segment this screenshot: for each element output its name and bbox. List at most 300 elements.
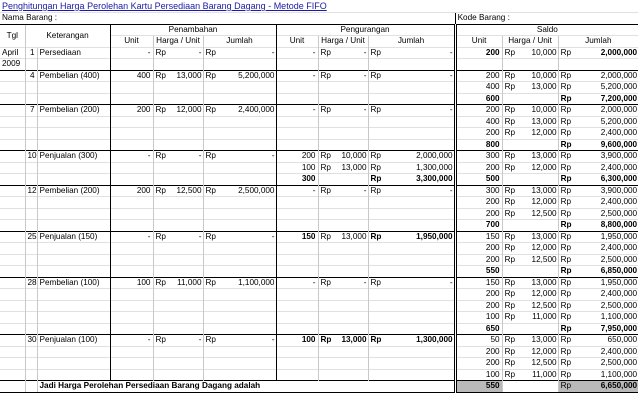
saldo-unit: 700 bbox=[455, 220, 502, 232]
tgl-cell bbox=[0, 162, 25, 174]
saldo-unit: 600 bbox=[455, 93, 502, 105]
saldo-harga-rp: Rp bbox=[502, 208, 516, 220]
pengurangan-jumlah-rp bbox=[368, 243, 382, 255]
penambahan-jumlah bbox=[217, 346, 276, 358]
total-rp: Rp bbox=[558, 381, 572, 393]
saldo-jumlah: 8,800,000 bbox=[572, 220, 638, 232]
penambahan-unit: 200 bbox=[110, 185, 153, 197]
penambahan-harga-rp: Rp bbox=[153, 105, 167, 117]
penambahan-harga bbox=[167, 323, 203, 335]
tgl-cell bbox=[0, 254, 25, 266]
table-row bbox=[0, 277, 638, 289]
pengurangan-unit bbox=[276, 254, 318, 266]
saldo-harga bbox=[516, 59, 558, 71]
saldo-harga: 13,000 bbox=[516, 151, 558, 163]
saldo-unit: 150 bbox=[455, 277, 502, 289]
pengurangan-jumlah bbox=[382, 243, 455, 255]
saldo-unit: 200 bbox=[455, 162, 502, 174]
pengurangan-jumlah-rp: Rp bbox=[368, 335, 382, 347]
saldo-harga bbox=[516, 266, 558, 278]
penambahan-jumlah bbox=[217, 82, 276, 94]
day-cell bbox=[25, 59, 37, 71]
pengurangan-harga: - bbox=[332, 277, 368, 289]
penambahan-harga bbox=[167, 289, 203, 301]
pengurangan-jumlah-rp bbox=[368, 346, 382, 358]
pengurangan-harga: 13,000 bbox=[332, 231, 368, 243]
table-row bbox=[0, 116, 638, 128]
pengurangan-unit: 150 bbox=[276, 231, 318, 243]
saldo-harga bbox=[516, 139, 558, 151]
keterangan-cell: Penjualan (300) bbox=[37, 151, 110, 163]
saldo-harga-rp: Rp bbox=[502, 346, 516, 358]
total-jumlah: 6,650,000 bbox=[572, 381, 638, 393]
pengurangan-harga bbox=[332, 346, 368, 358]
header-saldo: Saldo bbox=[455, 24, 638, 36]
pengurangan-unit: 200 bbox=[276, 151, 318, 163]
pengurangan-jumlah-rp: Rp bbox=[368, 162, 382, 174]
penambahan-harga-rp bbox=[153, 208, 167, 220]
keterangan-cell bbox=[37, 369, 110, 381]
pengurangan-jumlah bbox=[382, 312, 455, 324]
pengurangan-harga-rp bbox=[318, 300, 332, 312]
table-row bbox=[0, 369, 638, 381]
pengurangan-jumlah bbox=[382, 139, 455, 151]
penambahan-unit bbox=[110, 82, 153, 94]
penambahan-harga bbox=[167, 197, 203, 209]
pengurangan-jumlah: - bbox=[382, 277, 455, 289]
saldo-harga-rp: Rp bbox=[502, 162, 516, 174]
saldo-jumlah: 1,100,000 bbox=[572, 369, 638, 381]
saldo-unit: 200 bbox=[455, 346, 502, 358]
tgl-cell bbox=[0, 197, 25, 209]
saldo-unit: 200 bbox=[455, 254, 502, 266]
pengurangan-jumlah-rp: Rp bbox=[368, 47, 382, 59]
saldo-harga-rp bbox=[502, 174, 516, 186]
pengurangan-harga: 13,000 bbox=[332, 335, 368, 347]
saldo-jumlah-rp: Rp bbox=[558, 335, 572, 347]
pengurangan-harga bbox=[332, 59, 368, 71]
table-row bbox=[0, 300, 638, 312]
table-row bbox=[0, 162, 638, 174]
penambahan-harga bbox=[167, 174, 203, 186]
pengurangan-jumlah bbox=[382, 266, 455, 278]
saldo-unit: 100 bbox=[455, 369, 502, 381]
meta-row bbox=[0, 13, 638, 25]
saldo-jumlah-rp: Rp bbox=[558, 289, 572, 301]
penambahan-harga bbox=[167, 139, 203, 151]
pengurangan-harga-rp bbox=[318, 312, 332, 324]
saldo-jumlah-rp: Rp bbox=[558, 266, 572, 278]
saldo-jumlah-rp: Rp bbox=[558, 47, 572, 59]
saldo-unit: 200 bbox=[455, 208, 502, 220]
tgl-cell bbox=[0, 220, 25, 232]
pengurangan-unit bbox=[276, 266, 318, 278]
saldo-harga: 12,000 bbox=[516, 197, 558, 209]
day-cell bbox=[25, 323, 37, 335]
keterangan-cell: Pembelian (100) bbox=[37, 277, 110, 289]
keterangan-cell bbox=[37, 82, 110, 94]
penambahan-jumlah-rp: Rp bbox=[203, 47, 217, 59]
penambahan-jumlah-rp bbox=[203, 369, 217, 381]
penambahan-jumlah bbox=[217, 208, 276, 220]
penambahan-harga bbox=[167, 312, 203, 324]
pengurangan-jumlah bbox=[382, 358, 455, 370]
penambahan-harga: - bbox=[167, 151, 203, 163]
pengurangan-unit bbox=[276, 312, 318, 324]
saldo-harga bbox=[516, 323, 558, 335]
table-row bbox=[0, 93, 638, 105]
day-cell bbox=[25, 116, 37, 128]
saldo-harga-rp: Rp bbox=[502, 243, 516, 255]
saldo-harga-rp bbox=[502, 266, 516, 278]
saldo-jumlah: 2,000,000 bbox=[572, 70, 638, 82]
spreadsheet bbox=[0, 12, 640, 393]
pengurangan-jumlah-rp bbox=[368, 323, 382, 335]
tgl-cell bbox=[0, 300, 25, 312]
pengurangan-jumlah bbox=[382, 93, 455, 105]
saldo-jumlah: 6,300,000 bbox=[572, 174, 638, 186]
pengurangan-harga-rp: Rp bbox=[318, 70, 332, 82]
table-row bbox=[0, 323, 638, 335]
saldo-jumlah: 2,000,000 bbox=[572, 105, 638, 117]
penambahan-jumlah-rp bbox=[203, 116, 217, 128]
keterangan-cell bbox=[37, 139, 110, 151]
pengurangan-jumlah bbox=[382, 289, 455, 301]
pengurangan-harga bbox=[332, 139, 368, 151]
header-jumlah: Jumlah bbox=[368, 36, 455, 48]
header-unit: Unit bbox=[276, 36, 318, 48]
day-cell bbox=[25, 289, 37, 301]
saldo-jumlah-rp: Rp bbox=[558, 116, 572, 128]
pengurangan-harga-rp bbox=[318, 93, 332, 105]
penambahan-unit bbox=[110, 300, 153, 312]
penambahan-harga-rp bbox=[153, 220, 167, 232]
table-row bbox=[0, 289, 638, 301]
saldo-jumlah: 5,200,000 bbox=[572, 116, 638, 128]
pengurangan-jumlah: - bbox=[382, 105, 455, 117]
pengurangan-unit bbox=[276, 243, 318, 255]
pengurangan-jumlah bbox=[382, 220, 455, 232]
saldo-harga: 13,000 bbox=[516, 116, 558, 128]
pengurangan-harga: - bbox=[332, 70, 368, 82]
saldo-jumlah: 5,200,000 bbox=[572, 82, 638, 94]
tgl-cell bbox=[0, 116, 25, 128]
saldo-harga-rp: Rp bbox=[502, 289, 516, 301]
saldo-jumlah: 1,950,000 bbox=[572, 231, 638, 243]
keterangan-cell: Penjualan (100) bbox=[37, 335, 110, 347]
penambahan-harga-rp bbox=[153, 197, 167, 209]
penambahan-harga-rp: Rp bbox=[153, 70, 167, 82]
pengurangan-jumlah bbox=[382, 208, 455, 220]
header-tgl: Tgl bbox=[0, 24, 25, 47]
pengurangan-unit bbox=[276, 358, 318, 370]
penambahan-unit: 200 bbox=[110, 105, 153, 117]
penambahan-unit bbox=[110, 289, 153, 301]
pengurangan-jumlah: 1,300,000 bbox=[382, 335, 455, 347]
saldo-harga-rp: Rp bbox=[502, 185, 516, 197]
saldo-unit: 400 bbox=[455, 82, 502, 94]
keterangan-cell bbox=[37, 358, 110, 370]
header-harga-unit: Harga / Unit bbox=[318, 36, 368, 48]
saldo-jumlah: 2,400,000 bbox=[572, 346, 638, 358]
pengurangan-harga-rp bbox=[318, 220, 332, 232]
pengurangan-harga bbox=[332, 266, 368, 278]
keterangan-cell bbox=[37, 312, 110, 324]
penambahan-harga-rp bbox=[153, 254, 167, 266]
day-cell bbox=[25, 82, 37, 94]
penambahan-harga bbox=[167, 358, 203, 370]
pengurangan-jumlah-rp bbox=[368, 59, 382, 71]
pengurangan-jumlah bbox=[382, 369, 455, 381]
saldo-jumlah: 3,900,000 bbox=[572, 185, 638, 197]
saldo-jumlah: 1,100,000 bbox=[572, 312, 638, 324]
table-row bbox=[0, 197, 638, 209]
tgl-cell bbox=[0, 323, 25, 335]
keterangan-cell bbox=[37, 59, 110, 71]
saldo-jumlah: 3,900,000 bbox=[572, 151, 638, 163]
saldo-jumlah: 2,500,000 bbox=[572, 300, 638, 312]
tgl-cell: 2009 bbox=[0, 59, 25, 71]
table-row bbox=[0, 243, 638, 255]
pengurangan-jumlah bbox=[382, 59, 455, 71]
pengurangan-jumlah-rp: Rp bbox=[368, 174, 382, 186]
penambahan-unit bbox=[110, 139, 153, 151]
pengurangan-unit bbox=[276, 346, 318, 358]
saldo-harga-rp: Rp bbox=[502, 151, 516, 163]
penambahan-unit bbox=[110, 197, 153, 209]
penambahan-harga: 12,000 bbox=[167, 105, 203, 117]
tgl-cell bbox=[0, 335, 25, 347]
pengurangan-jumlah bbox=[382, 346, 455, 358]
penambahan-unit bbox=[110, 266, 153, 278]
header-unit: Unit bbox=[110, 36, 153, 48]
pengurangan-harga-rp: Rp bbox=[318, 185, 332, 197]
penambahan-harga-rp bbox=[153, 162, 167, 174]
penambahan-harga: 11,000 bbox=[167, 277, 203, 289]
saldo-harga-rp bbox=[502, 59, 516, 71]
saldo-harga-rp: Rp bbox=[502, 47, 516, 59]
pengurangan-jumlah bbox=[382, 300, 455, 312]
saldo-harga-rp bbox=[502, 93, 516, 105]
tgl-cell bbox=[0, 289, 25, 301]
pengurangan-harga bbox=[332, 197, 368, 209]
penambahan-harga-rp bbox=[153, 93, 167, 105]
penambahan-harga bbox=[167, 93, 203, 105]
day-cell: 28 bbox=[25, 277, 37, 289]
saldo-jumlah-rp: Rp bbox=[558, 151, 572, 163]
header-harga-unit: Harga / Unit bbox=[502, 36, 558, 48]
day-cell bbox=[25, 220, 37, 232]
penambahan-jumlah bbox=[217, 312, 276, 324]
penambahan-jumlah-rp: Rp bbox=[203, 335, 217, 347]
pengurangan-jumlah-rp bbox=[368, 289, 382, 301]
penambahan-jumlah-rp: Rp bbox=[203, 277, 217, 289]
pengurangan-harga bbox=[332, 174, 368, 186]
saldo-jumlah: 1,950,000 bbox=[572, 277, 638, 289]
penambahan-jumlah: 1,100,000 bbox=[217, 277, 276, 289]
penambahan-unit: - bbox=[110, 335, 153, 347]
pengurangan-jumlah: - bbox=[382, 70, 455, 82]
keterangan-cell bbox=[37, 266, 110, 278]
saldo-unit: 550 bbox=[455, 266, 502, 278]
pengurangan-jumlah: 1,950,000 bbox=[382, 231, 455, 243]
saldo-jumlah: 2,500,000 bbox=[572, 208, 638, 220]
saldo-jumlah: 2,400,000 bbox=[572, 289, 638, 301]
penambahan-harga-rp bbox=[153, 358, 167, 370]
day-cell: 7 bbox=[25, 105, 37, 117]
saldo-jumlah: 2,500,000 bbox=[572, 254, 638, 266]
pengurangan-harga-rp: Rp bbox=[318, 335, 332, 347]
pengurangan-harga bbox=[332, 289, 368, 301]
keterangan-cell bbox=[37, 116, 110, 128]
pengurangan-harga-rp bbox=[318, 128, 332, 140]
penambahan-jumlah-rp bbox=[203, 300, 217, 312]
tgl-cell bbox=[0, 369, 25, 381]
saldo-jumlah-rp: Rp bbox=[558, 358, 572, 370]
keterangan-cell bbox=[37, 128, 110, 140]
saldo-harga-rp: Rp bbox=[502, 197, 516, 209]
penambahan-harga bbox=[167, 346, 203, 358]
tgl-cell bbox=[0, 277, 25, 289]
tgl-cell bbox=[0, 93, 25, 105]
saldo-unit: 100 bbox=[455, 312, 502, 324]
saldo-jumlah-rp: Rp bbox=[558, 162, 572, 174]
penambahan-jumlah: - bbox=[217, 335, 276, 347]
penambahan-jumlah-rp bbox=[203, 93, 217, 105]
saldo-jumlah: 6,850,000 bbox=[572, 266, 638, 278]
penambahan-harga bbox=[167, 266, 203, 278]
penambahan-jumlah-rp bbox=[203, 243, 217, 255]
pengurangan-unit bbox=[276, 197, 318, 209]
saldo-unit bbox=[455, 59, 502, 71]
penambahan-unit: - bbox=[110, 151, 153, 163]
day-cell: 4 bbox=[25, 70, 37, 82]
pengurangan-harga-rp: Rp bbox=[318, 231, 332, 243]
saldo-harga-rp: Rp bbox=[502, 335, 516, 347]
pengurangan-harga-rp: Rp bbox=[318, 105, 332, 117]
penambahan-unit bbox=[110, 346, 153, 358]
penambahan-jumlah bbox=[217, 128, 276, 140]
penambahan-unit bbox=[110, 323, 153, 335]
saldo-jumlah: 7,950,000 bbox=[572, 323, 638, 335]
penambahan-harga-rp: Rp bbox=[153, 185, 167, 197]
saldo-harga-rp: Rp bbox=[502, 105, 516, 117]
saldo-jumlah-rp: Rp bbox=[558, 105, 572, 117]
penambahan-jumlah-rp bbox=[203, 346, 217, 358]
pengurangan-jumlah-rp bbox=[368, 82, 382, 94]
penambahan-harga-rp bbox=[153, 266, 167, 278]
penambahan-harga-rp bbox=[153, 243, 167, 255]
penambahan-harga bbox=[167, 369, 203, 381]
pengurangan-harga-rp bbox=[318, 197, 332, 209]
penambahan-harga-rp bbox=[153, 346, 167, 358]
pengurangan-jumlah: 1,300,000 bbox=[382, 162, 455, 174]
keterangan-cell bbox=[37, 346, 110, 358]
penambahan-unit bbox=[110, 116, 153, 128]
pengurangan-unit bbox=[276, 208, 318, 220]
saldo-harga-rp: Rp bbox=[502, 116, 516, 128]
pengurangan-harga-rp bbox=[318, 323, 332, 335]
pengurangan-harga: - bbox=[332, 47, 368, 59]
day-cell bbox=[25, 266, 37, 278]
table-row bbox=[0, 151, 638, 163]
pengurangan-harga-rp bbox=[318, 243, 332, 255]
table-row bbox=[0, 128, 638, 140]
penambahan-unit bbox=[110, 220, 153, 232]
pengurangan-harga-rp: Rp bbox=[318, 162, 332, 174]
day-cell bbox=[25, 162, 37, 174]
penambahan-jumlah-rp bbox=[203, 162, 217, 174]
penambahan-jumlah bbox=[217, 174, 276, 186]
day-cell: 25 bbox=[25, 231, 37, 243]
penambahan-jumlah-rp bbox=[203, 139, 217, 151]
penambahan-jumlah bbox=[217, 358, 276, 370]
penambahan-jumlah-rp bbox=[203, 358, 217, 370]
saldo-harga: 12,500 bbox=[516, 208, 558, 220]
saldo-jumlah-rp: Rp bbox=[558, 277, 572, 289]
table-row bbox=[0, 185, 638, 197]
saldo-harga-rp: Rp bbox=[502, 82, 516, 94]
keterangan-cell: Pembelian (200) bbox=[37, 105, 110, 117]
pengurangan-harga bbox=[332, 93, 368, 105]
saldo-jumlah-rp: Rp bbox=[558, 323, 572, 335]
pengurangan-unit: 100 bbox=[276, 335, 318, 347]
saldo-unit: 300 bbox=[455, 151, 502, 163]
pengurangan-unit: 100 bbox=[276, 162, 318, 174]
penambahan-harga-rp bbox=[153, 323, 167, 335]
pengurangan-jumlah-rp bbox=[368, 116, 382, 128]
penambahan-jumlah: - bbox=[217, 231, 276, 243]
keterangan-cell: Pembelian (400) bbox=[37, 70, 110, 82]
saldo-unit: 300 bbox=[455, 185, 502, 197]
saldo-harga-rp: Rp bbox=[502, 300, 516, 312]
saldo-jumlah-rp: Rp bbox=[558, 128, 572, 140]
penambahan-harga-rp: Rp bbox=[153, 231, 167, 243]
saldo-harga-rp: Rp bbox=[502, 312, 516, 324]
saldo-harga: 11,000 bbox=[516, 312, 558, 324]
pengurangan-unit: - bbox=[276, 277, 318, 289]
penambahan-harga-rp: Rp bbox=[153, 151, 167, 163]
pengurangan-harga bbox=[332, 82, 368, 94]
saldo-jumlah-rp bbox=[558, 59, 572, 71]
pengurangan-harga bbox=[332, 128, 368, 140]
penambahan-harga: 12,500 bbox=[167, 185, 203, 197]
saldo-unit: 200 bbox=[455, 128, 502, 140]
pengurangan-harga-rp: Rp bbox=[318, 47, 332, 59]
keterangan-cell bbox=[37, 162, 110, 174]
saldo-jumlah: 2,400,000 bbox=[572, 162, 638, 174]
saldo-jumlah: 2,400,000 bbox=[572, 243, 638, 255]
penambahan-jumlah-rp bbox=[203, 197, 217, 209]
saldo-harga-rp: Rp bbox=[502, 358, 516, 370]
penambahan-jumlah: - bbox=[217, 47, 276, 59]
day-cell bbox=[25, 139, 37, 151]
header-jumlah: Jumlah bbox=[203, 36, 276, 48]
day-cell bbox=[25, 174, 37, 186]
table-row bbox=[0, 174, 638, 186]
pengurangan-jumlah-rp bbox=[368, 208, 382, 220]
saldo-unit: 150 bbox=[455, 231, 502, 243]
header-row-1 bbox=[0, 24, 638, 36]
keterangan-cell bbox=[37, 93, 110, 105]
header-unit: Unit bbox=[455, 36, 502, 48]
penambahan-harga-rp bbox=[153, 59, 167, 71]
penambahan-harga-rp bbox=[153, 289, 167, 301]
tgl-cell bbox=[0, 185, 25, 197]
day-cell bbox=[25, 93, 37, 105]
saldo-harga bbox=[516, 220, 558, 232]
saldo-unit: 200 bbox=[455, 47, 502, 59]
